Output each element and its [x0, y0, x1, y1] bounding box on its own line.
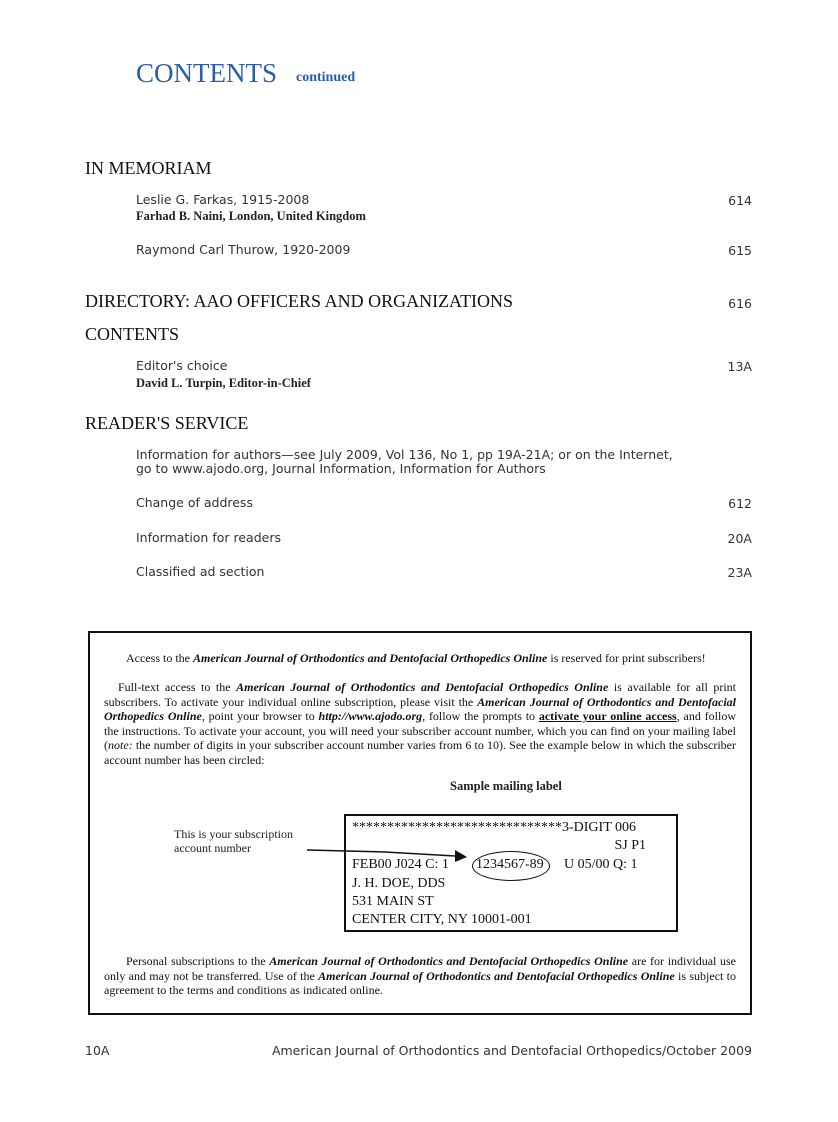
- entry-author: Farhad B. Naini, London, United Kingdom: [136, 209, 366, 223]
- entry-page: 615: [728, 243, 752, 258]
- label-line: SJ P1: [614, 838, 646, 853]
- sample-label-heading: Sample mailing label: [450, 779, 562, 793]
- arrow-label: This is your subscription account number: [174, 827, 293, 855]
- text: , point your browser to: [201, 709, 319, 724]
- entry-title[interactable]: Raymond Carl Thurow, 1920-2009: [136, 242, 351, 257]
- note-label: note:: [108, 738, 133, 753]
- label-line: 531 MAIN ST: [352, 894, 434, 909]
- text: , and follow the instructions. To activate your account, you will need your subscriber account number, which you can find on your mailing label (: [104, 709, 736, 753]
- section-heading-readers-service: READER'S SERVICE: [85, 413, 249, 433]
- section-heading-directory[interactable]: DIRECTORY: AAO OFFICERS AND ORGANIZATIONS: [85, 291, 514, 311]
- footer-journal: American Journal of Orthodontics and Dentofacial Orthopedics/October 2009: [271, 1043, 752, 1058]
- entry-title[interactable]: Editor's choice: [136, 358, 228, 373]
- text: is reserved for print subscribers!: [547, 651, 706, 665]
- entry-title[interactable]: Information for readers: [136, 530, 281, 545]
- page-title: CONTENTS: [136, 58, 277, 88]
- journal-name: American Journal of Orthodontics and Dentofacial Orthopedics Online: [104, 694, 736, 724]
- text: Access to the: [126, 651, 193, 665]
- label-line: CENTER CITY, NY 10001-001: [352, 912, 532, 927]
- entry-author: David L. Turpin, Editor-in-Chief: [136, 376, 311, 390]
- text: , follow the prompts to: [422, 709, 539, 724]
- label-line: U 05/00 Q: 1: [564, 857, 638, 872]
- page-subtitle: continued: [296, 70, 356, 85]
- text: is available for all print subscribers. To activate your individual online subscription, please visit the: [104, 680, 736, 709]
- entry-title[interactable]: Classified ad section: [136, 564, 265, 579]
- entry-page: 20A: [727, 531, 752, 546]
- text: Full-text access to the: [118, 680, 237, 694]
- entry-title[interactable]: Change of address: [136, 495, 253, 510]
- journal-name: American Journal of Orthodontics and Dentofacial Orthopedics Online: [192, 651, 548, 665]
- notice-paragraph-1: [104, 651, 736, 666]
- label-line: ******************************3-DIGIT 006: [352, 820, 637, 835]
- url-link[interactable]: http://www.ajodo.org: [318, 709, 423, 724]
- journal-name: American Journal of Orthodontics and Dentofacial Orthopedics Online: [318, 968, 675, 983]
- notice-paragraph-2: [104, 680, 736, 768]
- entry-page: 13A: [727, 359, 752, 374]
- label-line: J. H. DOE, DDS: [352, 876, 446, 891]
- journal-name: American Journal of Orthodontics and Dentofacial Orthopedics Online: [236, 680, 609, 694]
- text: is subject to agreement to the terms and conditions as indicated online.: [104, 968, 736, 998]
- activate-access-link[interactable]: activate your online access: [538, 709, 677, 724]
- entry-title[interactable]: Information for authors—see July 2009, Vol 136, No 1, pp 19A-21A; or on the Internet,: [136, 447, 673, 462]
- entry-title[interactable]: Leslie G. Farkas, 1915-2008: [136, 192, 310, 207]
- online-access-notice: [88, 631, 752, 1015]
- entry-page: 23A: [727, 565, 752, 580]
- entry-page: 612: [728, 496, 752, 511]
- journal-name: American Journal of Orthodontics and Dentofacial Orthopedics Online: [269, 954, 629, 968]
- text: are for individual use only and may not be transferred. Use of the: [104, 954, 736, 983]
- notice-paragraph-3: [104, 954, 736, 998]
- section-heading-in-memoriam: IN MEMORIAM: [85, 158, 212, 178]
- entry-page: 614: [728, 193, 752, 208]
- footer-page-number: 10A: [85, 1043, 110, 1058]
- label-line: FEB00 J024 C: 1: [352, 857, 449, 872]
- text: the number of digits in your subscriber account number varies from 6 to 10). See the example below in which the subscriber account number has been circled:: [104, 738, 736, 767]
- entry-page: 616: [728, 296, 752, 311]
- sample-mailing-label: [344, 814, 678, 932]
- section-heading-contents: CONTENTS: [85, 324, 179, 344]
- account-number: 1234567-89: [476, 857, 544, 872]
- text: Personal subscriptions to the: [126, 954, 270, 968]
- entry-title-continued[interactable]: go to www.ajodo.org, Journal Information, Information for Authors: [136, 461, 546, 476]
